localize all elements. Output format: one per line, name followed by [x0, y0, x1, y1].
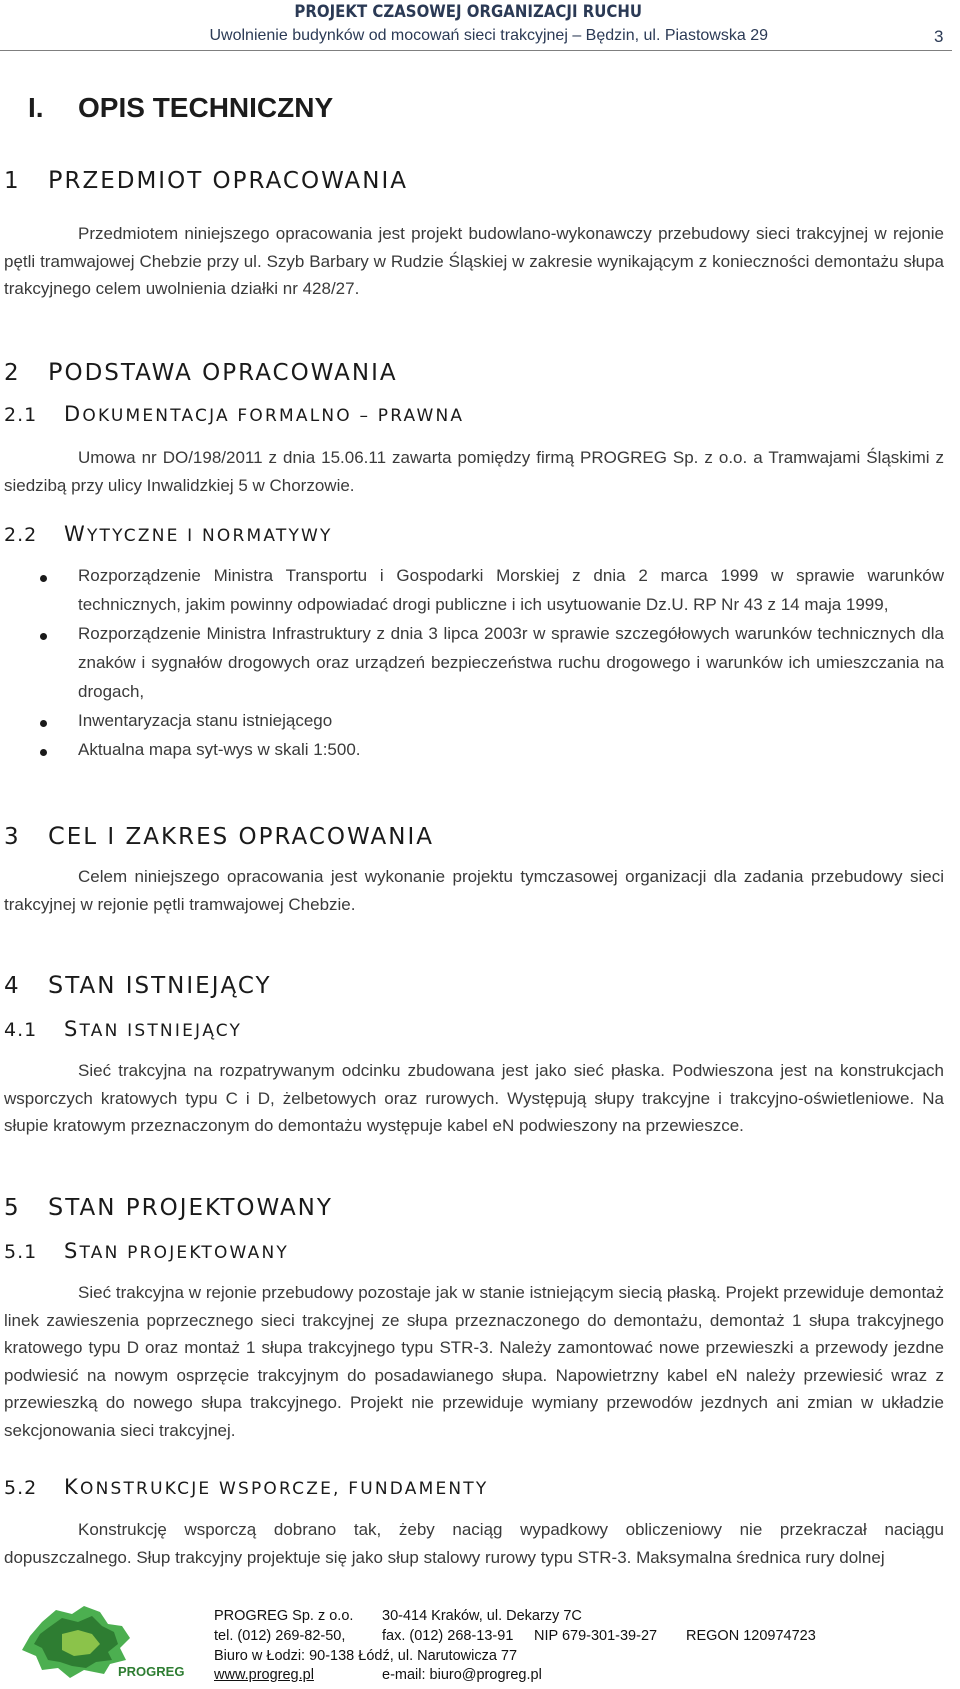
section-1-number: 1 [4, 168, 21, 194]
footer-tel: tel. (012) 269-82-50, [214, 1628, 346, 1644]
logo-wordmark: PROGREG [118, 1664, 185, 1679]
subsection-4-1-title: TAN ISTNIEJĄCY [79, 1021, 243, 1041]
list-item-text: Inwentaryzacja stanu istniejącego [78, 711, 333, 730]
section-2-number: 2 [4, 360, 21, 386]
footer-fax: fax. (012) 268-13-91 [382, 1628, 514, 1644]
section-1-title: RZEDMIOT OPRACOWANIA [64, 168, 409, 194]
subsection-2-1-heading [4, 402, 464, 426]
section-3-paragraph: Celem niniejszego opracowania jest wykonanie projektu tymczasowej organizacji dla zadania przebudowy sieci trakcyjnej w rejonie pętli tramwajowej Chebzie. [4, 867, 944, 914]
header-subtitle: Uwolnienie budynków od mocowań sieci trakcyjnej – Będzin, ul. Piastowska 29 [209, 27, 768, 44]
section-4-initial: S [48, 971, 66, 999]
part-number: I. [28, 92, 44, 123]
section-4-heading [4, 971, 272, 999]
section-3-heading [4, 822, 434, 850]
section-3-number: 3 [4, 824, 21, 850]
footer-regon: REGON 120974723 [686, 1628, 816, 1644]
subsection-5-1-title: TAN PROJEKTOWANY [79, 1243, 289, 1263]
footer-nip: NIP 679-301-39-27 [534, 1628, 658, 1644]
subsection-5-2-initial: K [64, 1475, 80, 1499]
footer-company: PROGREG Sp. z o.o. [214, 1608, 354, 1624]
subsection-5-2-title: ONSTRUKCJE WSPORCZE, FUNDAMENTY [79, 1479, 489, 1499]
bullet-dot-icon [40, 633, 47, 640]
subsection-4-1-initial: S [64, 1017, 80, 1041]
section-4-title: TAN ISTNIEJĄCY [65, 973, 272, 999]
page-number: 3 [934, 27, 944, 46]
list-item-text: Rozporządzenie Ministra Infrastruktury z dnia 3 lipca 2003r w sprawie szczegółowych warunków technicznych dla znaków i sygnałów drogowych oraz urządzeń bezpieczeństwa ruchu drogowego i warunków ich umieszczania na drogach, [78, 624, 944, 701]
subsection-2-2-heading [4, 522, 333, 546]
section-5-heading [4, 1193, 333, 1221]
footer-office: Biuro w Łodzi: 90-138 Łódź, ul. Narutowicza 77 [214, 1648, 518, 1664]
bullet-dot-icon [40, 575, 47, 582]
subsection-5-2-heading [4, 1475, 488, 1499]
section-5-title: TAN PROJEKTOWANY [65, 1195, 333, 1221]
subsection-5-2-paragraph: Konstrukcję wsporczą dobrano tak, żeby naciąg wypadkowy obliczeniowy nie przekraczał naciągu dopuszczalnego. Słup trakcyjny projektuje się jako słup stalowy rurowy typu STR-3. Maksymalna średnica rury dolnej [4, 1520, 944, 1567]
section-1-heading [4, 166, 408, 194]
section-3-title: EL I ZAKRES OPRACOWANIA [66, 824, 434, 850]
subsection-2-2-number: 2.2 [4, 524, 38, 546]
subsection-5-1-paragraph: Sieć trakcyjna w rejonie przebudowy pozostaje jak w stanie istniejącym siecią płaską. Projekt przewiduje demontaż linek zawieszenia poprzecznego sieci trakcyjnej ze słupa przeznaczonego do demontażu, demontaż 1 słupa trakcyjnego kratowego typu D oraz montaż 1 słupa trakcyjnego typu STR-3. Należy zamontować nowe przewieszki a przewody jezdne podwiesić na nowym osprzęcie trakcyjnym do posadawianego słupa. Napowietrzny kabel eN należy przewiesić wraz z przewieszką do nowego słupa trakcyjnego. Projekt nie przewiduje wymiany przewodów jezdnych ani zmian w układzie sekcjonowania sieci trakcyjnej. [4, 1283, 944, 1440]
part-title: OPIS TECHNICZNY [78, 92, 334, 123]
section-5-number: 5 [4, 1195, 21, 1221]
subsection-2-1-initial: D [64, 402, 83, 426]
footer-website-link[interactable]: www.progreg.pl [214, 1667, 314, 1683]
subsection-5-1-heading [4, 1239, 289, 1263]
section-5-initial: S [48, 1193, 66, 1221]
subsection-5-1-initial: S [64, 1239, 80, 1263]
footer-email[interactable]: e-mail: biuro@progreg.pl [382, 1667, 542, 1683]
bullet-dot-icon [40, 720, 47, 727]
section-2-initial: P [48, 358, 65, 386]
section-2-heading [4, 358, 398, 386]
bullet-dot-icon [40, 749, 47, 756]
list-item-text: Rozporządzenie Ministra Transportu i Gospodarki Morskiej z dnia 2 marca 1999 w sprawie warunków technicznych, jakim powinny odpowiadać drogi publiczne i ich usytuowanie Dz.U. RP Nr 43 z 14 maja 1999, [78, 566, 944, 614]
page-header [0, 0, 960, 52]
part-heading [28, 92, 333, 124]
section-2-title: ODSTAWA OPRACOWANIA [64, 360, 398, 386]
subsection-2-1-number: 2.1 [4, 404, 38, 426]
subsection-5-1-number: 5.1 [4, 1241, 38, 1263]
section-1-paragraph: Przedmiotem niniejszego opracowania jest projekt budowlano-wykonawczy przebudowy sieci trakcyjnej w rejonie pętli tramwajowej Chebzie przy ul. Szyb Barbary w Rudzie Śląskiej w zakresie wynikającym z konieczności demontażu słupa trakcyjnego celem uwolnienia działki nr 428/27. [4, 224, 944, 298]
section-1-initial: P [48, 166, 65, 194]
subsection-2-1-paragraph: Umowa nr DO/198/2011 z dnia 15.06.11 zawarta pomiędzy firmą PROGREG Sp. z o.o. a Tramwajami Śląskimi z siedzibą przy ulicy Inwalidzkiej 5 w Chorzowie. [4, 448, 944, 495]
section-4-paragraph: Sieć trakcyjna na rozpatrywanym odcinku zbudowana jest jako sieć płaska. Podwieszona jest na konstrukcjach wsporczych kratowych typu C i D, żelbetowych oraz rurowych. Występują słupy trakcyjne i trakcyjno-oświetleniowe. Na słupie kratowym przeznaczonym do demontażu występuje kabel eN podwieszony na przewieszce. [4, 1061, 944, 1135]
subsection-4-1-number: 4.1 [4, 1019, 38, 1041]
subsection-5-2-number: 5.2 [4, 1477, 38, 1499]
section-3-initial: C [48, 822, 67, 850]
footer-address: 30-414 Kraków, ul. Dekarzy 7C [382, 1608, 582, 1624]
header-title: PROJEKT CZASOWEJ ORGANIZACJI RUCHU [294, 2, 642, 22]
section-4-number: 4 [4, 973, 21, 999]
list-item-text: Aktualna mapa syt-wys w skali 1:500. [78, 740, 361, 759]
subsection-2-2-title: YTYCZNE I NORMATYWY [86, 526, 333, 546]
header-divider [0, 50, 952, 51]
subsection-4-1-heading [4, 1017, 242, 1041]
subsection-2-1-title: OKUMENTACJA FORMALNO – PRAWNA [82, 406, 465, 426]
subsection-2-2-initial: W [64, 522, 87, 546]
